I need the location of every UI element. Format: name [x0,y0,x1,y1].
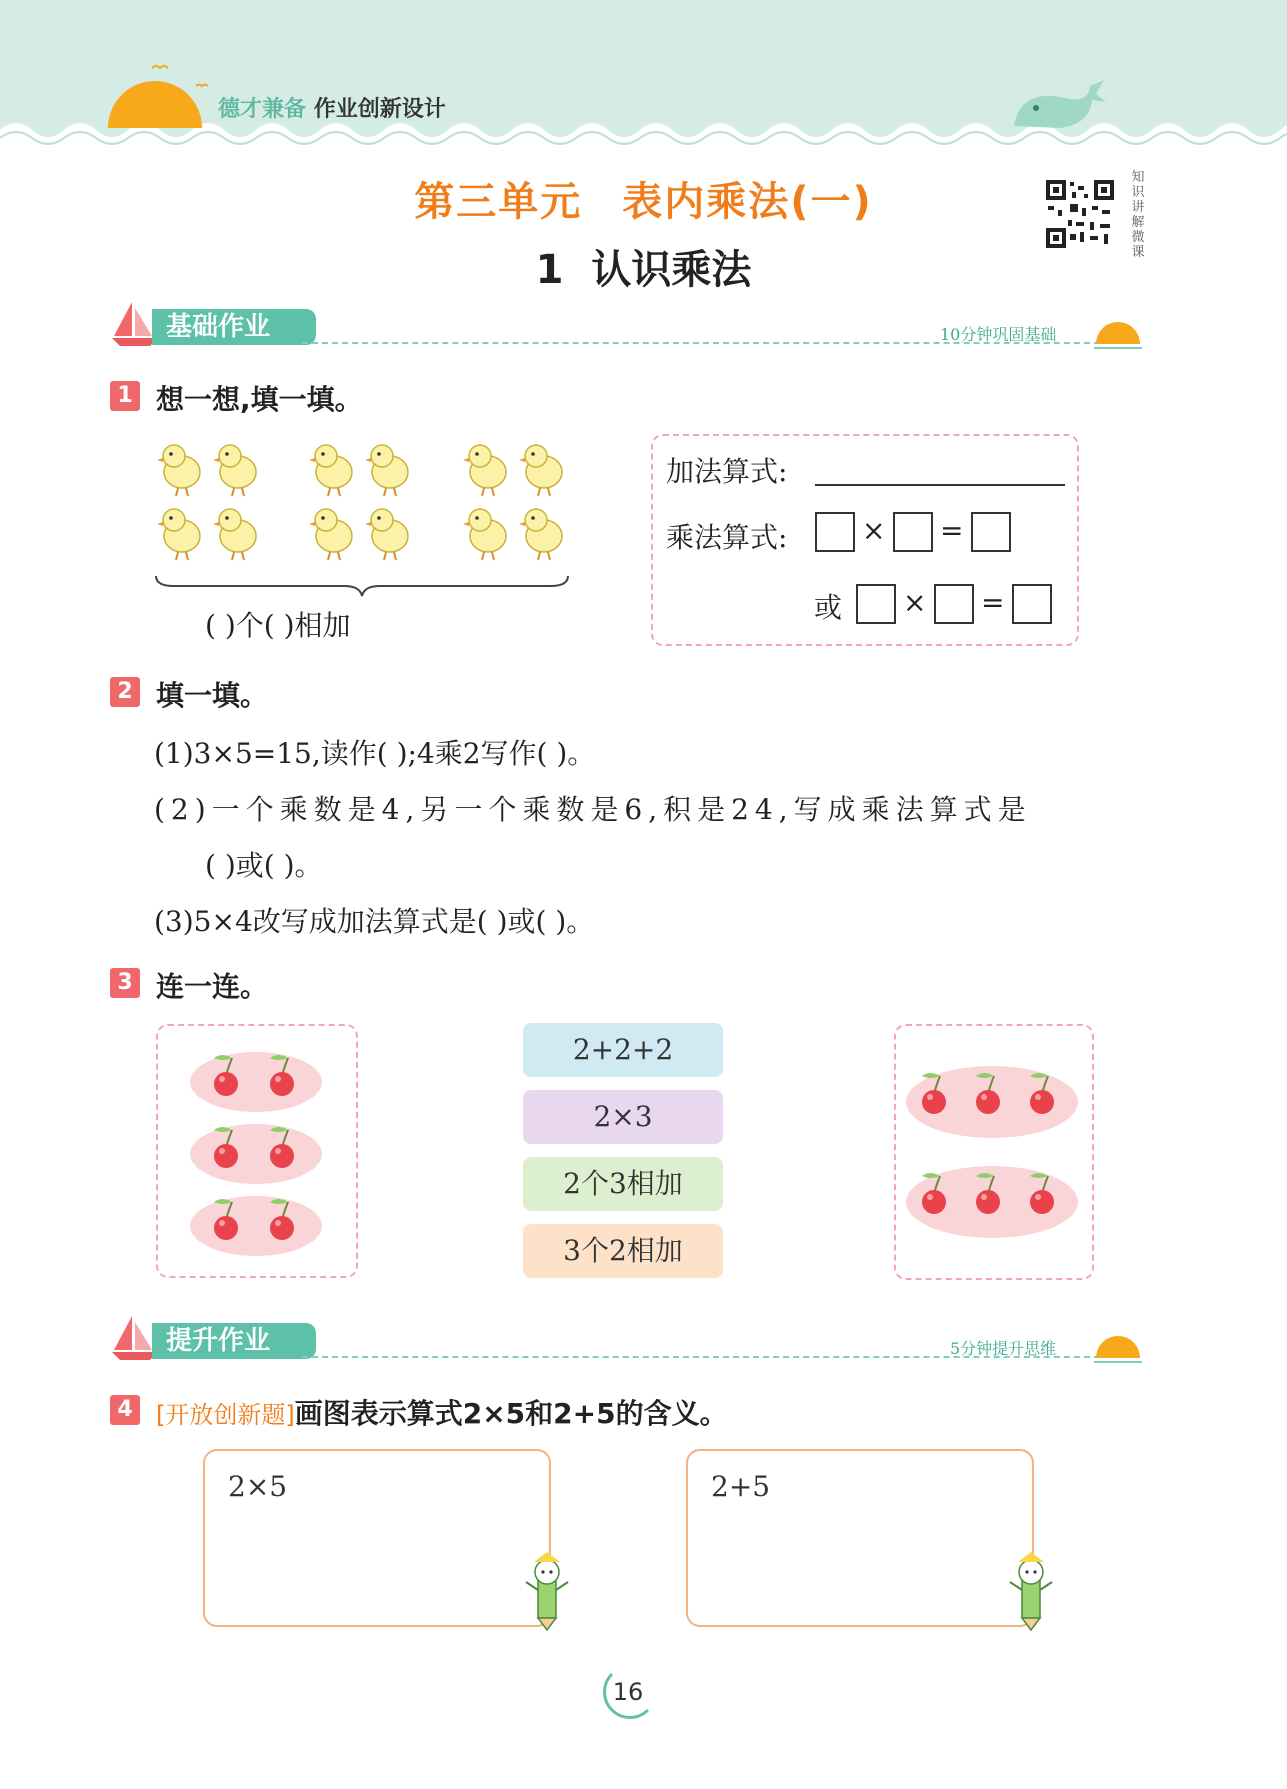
sunset-icon-2 [1092,1328,1144,1368]
addition-label: 加法算式: [666,455,788,488]
page-number: 16 [612,1678,644,1706]
mult-box-4[interactable] [856,584,896,624]
option-2plus2plus2[interactable]: 2+2+2 [523,1023,723,1077]
brand-title [218,92,446,123]
qr-code[interactable] [1044,178,1116,250]
unit-title: 第三单元 [414,179,583,225]
chicks-illustration [150,432,570,582]
option-2-threes[interactable]: 2个3相加 [523,1157,723,1211]
brace [154,574,570,598]
topic-title: 表内乘法(一) [622,179,873,225]
lesson-name: 认识乘法 [591,247,752,293]
q2-line-1[interactable]: (1)3×5=15,读作( );4乘2写作( )。 [154,737,596,770]
question-number-3: 3 [110,968,140,998]
chick-group-3 [463,445,562,560]
qr-label: 知识讲解微课 [1131,170,1145,260]
chick-group-2 [309,445,408,560]
q2-line-2: (2)一个乘数是4,另一个乘数是6,积是24,写成乘法算式是 [154,793,1032,826]
mult-box-3[interactable] [971,512,1011,552]
sun-icon [100,62,210,132]
question-number-4: 4 [110,1395,140,1425]
option-2times3[interactable]: 2×3 [523,1090,723,1144]
box2-label: 2+5 [711,1470,771,1503]
addition-answer-line[interactable] [815,484,1065,486]
brand-part1: 德才兼备 [218,97,307,122]
question-1-prompt: 想一想,填一填。 [156,383,363,416]
option-3-twos[interactable]: 3个2相加 [523,1224,723,1278]
brand-part2: 作业创新设计 [313,97,446,122]
q2-line-2-blanks[interactable]: ( )或( )。 [205,849,323,882]
equals-sign-2: = [981,586,1005,619]
mult-box-5[interactable] [934,584,974,624]
open-question-tag: [开放创新题] [156,1401,295,1429]
question-2-prompt: 填一填。 [156,679,269,712]
mult-box-2[interactable] [893,512,933,552]
chick-group-1 [157,445,256,560]
q2-line-3[interactable]: (3)5×4改写成加法算式是( )或( )。 [154,905,595,938]
mult-box-1[interactable] [815,512,855,552]
whale-icon [1010,78,1110,130]
multiplication-label: 乘法算式: [666,521,788,554]
lesson-number: 1 [535,247,564,293]
cherries-2-groups-of-3 [894,1024,1092,1278]
times-sign-2: × [903,586,927,619]
section-basic-title: 基础作业 [152,309,316,345]
equals-sign: = [940,514,964,547]
section-advanced-title: 提升作业 [152,1323,316,1359]
mult-box-6[interactable] [1012,584,1052,624]
section-basic-tip: 10分钟巩固基础 [940,325,1057,344]
cherries-3-groups-of-2 [156,1024,356,1276]
question-number-1: 1 [110,381,140,411]
sunset-icon [1092,314,1144,354]
or-label: 或 [814,591,843,624]
times-sign: × [862,514,886,547]
question-number-2: 2 [110,677,140,707]
question-4-prompt-row [156,1392,728,1432]
question-4-prompt: 画图表示算式2×5和2+5的含义。 [294,1397,728,1430]
pencil-mascot-icon [520,1552,576,1632]
section-advanced-tip: 5分钟提升思维 [950,1339,1057,1358]
q1-group-blank[interactable]: ( )个( )相加 [205,609,351,642]
box1-label: 2×5 [228,1470,288,1503]
pencil-mascot-icon-2 [1004,1552,1060,1632]
question-3-prompt: 连一连。 [156,970,269,1003]
